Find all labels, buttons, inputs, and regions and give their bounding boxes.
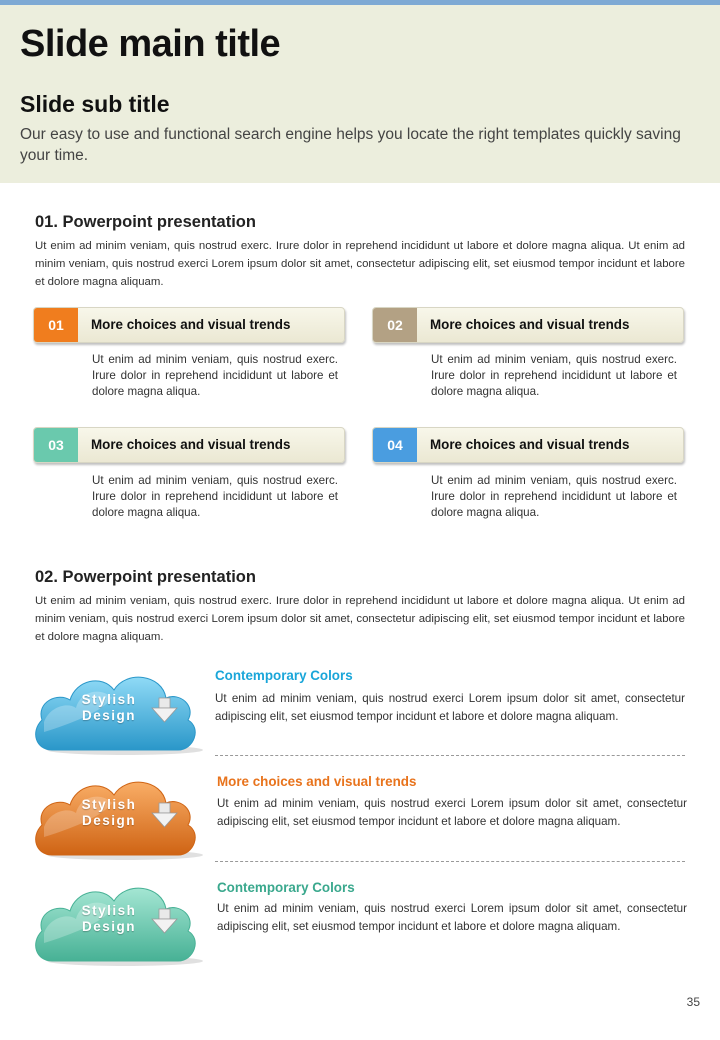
choice-body: Ut enim ad minim veniam, quis nostrud exerc. Irure dolor in reprehend incididunt ut labore et dolore magna aliqua. — [431, 353, 677, 398]
feature-title: More choices and visual trends — [217, 774, 417, 789]
choice-number-badge: 02 — [373, 308, 417, 342]
choice-tab — [372, 307, 684, 343]
cloud-badge — [30, 873, 210, 968]
cloud-badge — [30, 767, 210, 862]
section1-body: Ut enim ad minim veniam, quis nostrud exerc. Irure dolor in reprehend incididunt ut labore et dolore magna aliqua. Ut enim ad minim veniam, quis nostrud exerci Lorem ipsum dolor sit amet, consectetur adipiscing elit, set eiusmod tempor incidunt et labore et dolore magna aliquam. — [35, 240, 685, 288]
divider — [215, 861, 685, 862]
section2-body: Ut enim ad minim veniam, quis nostrud exerc. Irure dolor in reprehend incididunt ut labore et dolore magna aliqua. Ut enim ad minim veniam, quis nostrud exerci Lorem ipsum dolor sit amet, consectetur adipiscing elit, set eiusmod tempor incidunt et labore et dolore magna aliquam. — [35, 595, 685, 643]
choice-label: More choices and visual trends — [91, 437, 291, 452]
page-title: Slide main title — [20, 23, 281, 65]
feature-body: Ut enim ad minim veniam, quis nostrud exerci Lorem ipsum dolor sit amet, consectetur adipiscing elit, set eiusmod tempor incidunt et labore et dolore magna aliquam. — [215, 692, 685, 723]
choice-label: More choices and visual trends — [430, 317, 630, 332]
choice-tab — [33, 307, 345, 343]
divider — [215, 755, 685, 756]
cloud-text: Stylish Design — [81, 903, 137, 934]
section1-title: 01. Powerpoint presentation — [35, 213, 256, 231]
choice-number-badge: 04 — [373, 428, 417, 462]
choice-label: More choices and visual trends — [91, 317, 291, 332]
header-description: Our easy to use and functional search engine helps you locate the right templates quickly saving your time. — [20, 126, 681, 164]
feature-title: Contemporary Colors — [215, 668, 353, 683]
choice-label: More choices and visual trends — [430, 437, 630, 452]
choice-tab — [33, 427, 345, 463]
choice-body: Ut enim ad minim veniam, quis nostrud exerc. Irure dolor in reprehend incididunt ut labore et dolore magna aliqua. — [431, 474, 677, 519]
cloud-text: Stylish Design — [81, 692, 137, 723]
feature-title: Contemporary Colors — [217, 880, 355, 895]
page-number: 35 — [686, 995, 700, 1009]
choice-number-badge: 01 — [34, 308, 78, 342]
feature-body: Ut enim ad minim veniam, quis nostrud exerci Lorem ipsum dolor sit amet, consectetur adipiscing elit, set eiusmod tempor incidunt et labore et dolore magna aliquam. — [217, 902, 687, 933]
choice-body: Ut enim ad minim veniam, quis nostrud exerc. Irure dolor in reprehend incididunt ut labore et dolore magna aliqua. — [92, 474, 338, 519]
feature-body: Ut enim ad minim veniam, quis nostrud exerci Lorem ipsum dolor sit amet, consectetur adipiscing elit, set eiusmod tempor incidunt et labore et dolore magna aliquam. — [217, 797, 687, 828]
header-panel — [0, 5, 720, 183]
choice-tab — [372, 427, 684, 463]
choice-number-badge: 03 — [34, 428, 78, 462]
cloud-badge — [30, 662, 210, 757]
section2-title: 02. Powerpoint presentation — [35, 568, 256, 586]
page-subtitle: Slide sub title — [20, 91, 170, 117]
cloud-text: Stylish Design — [81, 797, 137, 828]
choice-body: Ut enim ad minim veniam, quis nostrud exerc. Irure dolor in reprehend incididunt ut labore et dolore magna aliqua. — [92, 353, 338, 398]
